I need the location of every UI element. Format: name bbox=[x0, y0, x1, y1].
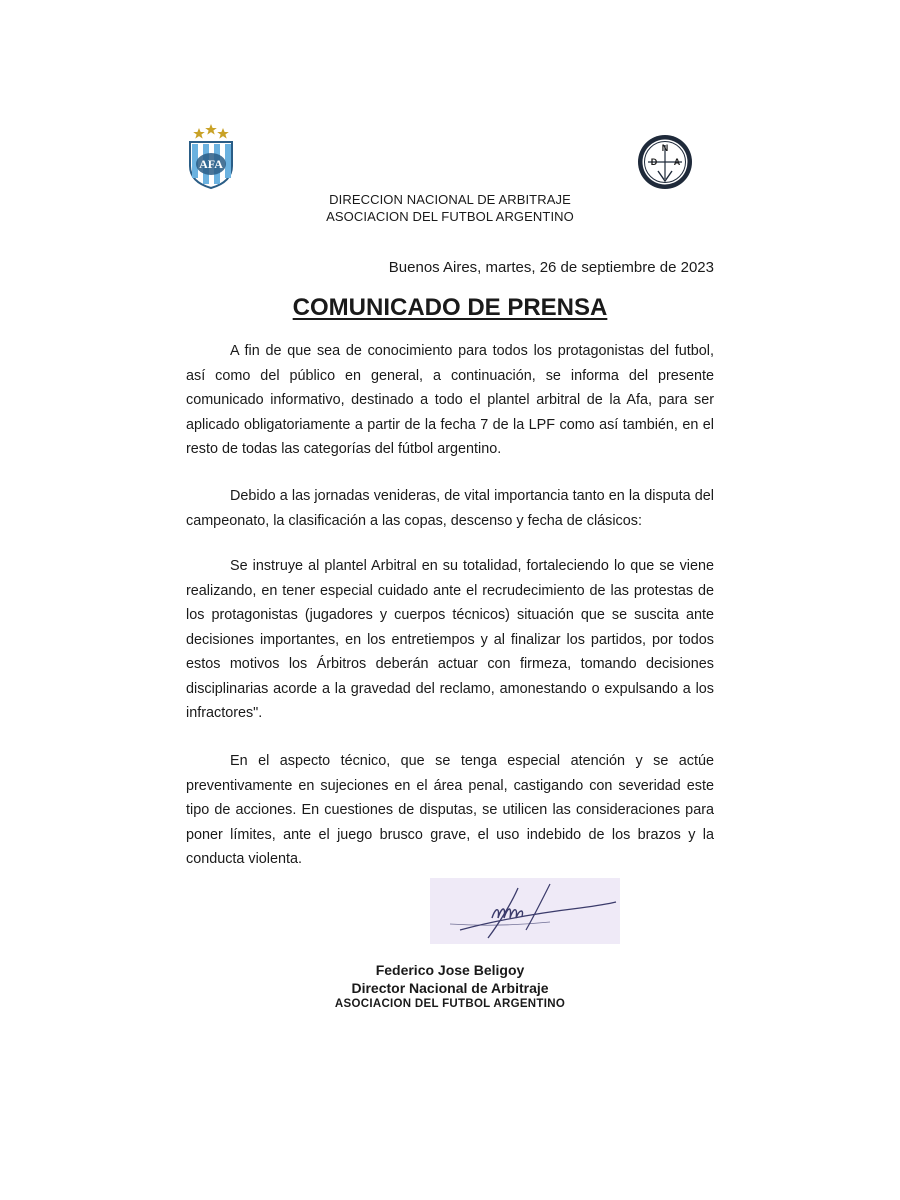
page-title: COMUNICADO DE PRENSA bbox=[292, 294, 608, 321]
dna-letter-d: D bbox=[650, 157, 658, 167]
paragraph-1: A fin de que sea de conocimiento para todos los protagonistas del futbol, así como del público en general, a continuación, se informa del presente comunicado informativo, destinado a todo el plantel arbitral de la Afa, para ser aplicado obligatoriamente a partir de la fecha 7 de la LPF como así también, en el resto de todas las categorías del fútbol argentino. bbox=[186, 343, 714, 457]
date-line: Buenos Aires, martes, 26 de septiembre de 2023 bbox=[388, 259, 714, 276]
dna-letter-a: A bbox=[673, 157, 681, 167]
signatory-role: Director Nacional de Arbitraje bbox=[351, 980, 549, 996]
paragraph-2: Debido a las jornadas venideras, de vital importancia tanto en la disputa del campeonato, la clasificación a las copas, descenso y fecha de clásicos: bbox=[186, 488, 714, 529]
paragraph-4: En el aspecto técnico, que se tenga especial atención y se actúe preventivamente en sujeciones en el área penal, castigando con severidad este tipo de acciones. En cuestiones de disputas, se utilicen las consideraciones para poner límites, ante el juego brusco grave, el uso indebido de los brazos y la conducta violenta. bbox=[186, 753, 714, 867]
handwritten-signature-icon bbox=[430, 878, 620, 944]
afa-crest-icon bbox=[186, 122, 236, 190]
header-direccion: DIRECCION NACIONAL DE ARBITRAJE bbox=[329, 192, 571, 207]
header-asociacion: ASOCIACION DEL FUTBOL ARGENTINO bbox=[326, 209, 574, 224]
dna-letter-n: N bbox=[661, 143, 669, 153]
signatory-name: Federico Jose Beligoy bbox=[375, 962, 525, 978]
dna-seal-icon bbox=[636, 133, 694, 191]
signatory-organization: ASOCIACION DEL FUTBOL ARGENTINO bbox=[334, 998, 566, 1010]
paragraph-3: Se instruye al plantel Arbitral en su totalidad, fortaleciendo lo que se viene realizando, en tener especial cuidado ante el recrudecimiento de las protestas de los protagonistas (jugadores y cuerpos técnicos) situación que se suscita ante decisiones importantes, en los entretiempos y al finalizar los partidos, por todos estos motivos los Árbitros deberán actuar con firmeza, tomando decisiones disciplinarias acorde a la gravedad del reclamo, amonestando o expulsando a los infractores". bbox=[186, 558, 714, 721]
afa-crest-text: AFA bbox=[199, 157, 223, 171]
